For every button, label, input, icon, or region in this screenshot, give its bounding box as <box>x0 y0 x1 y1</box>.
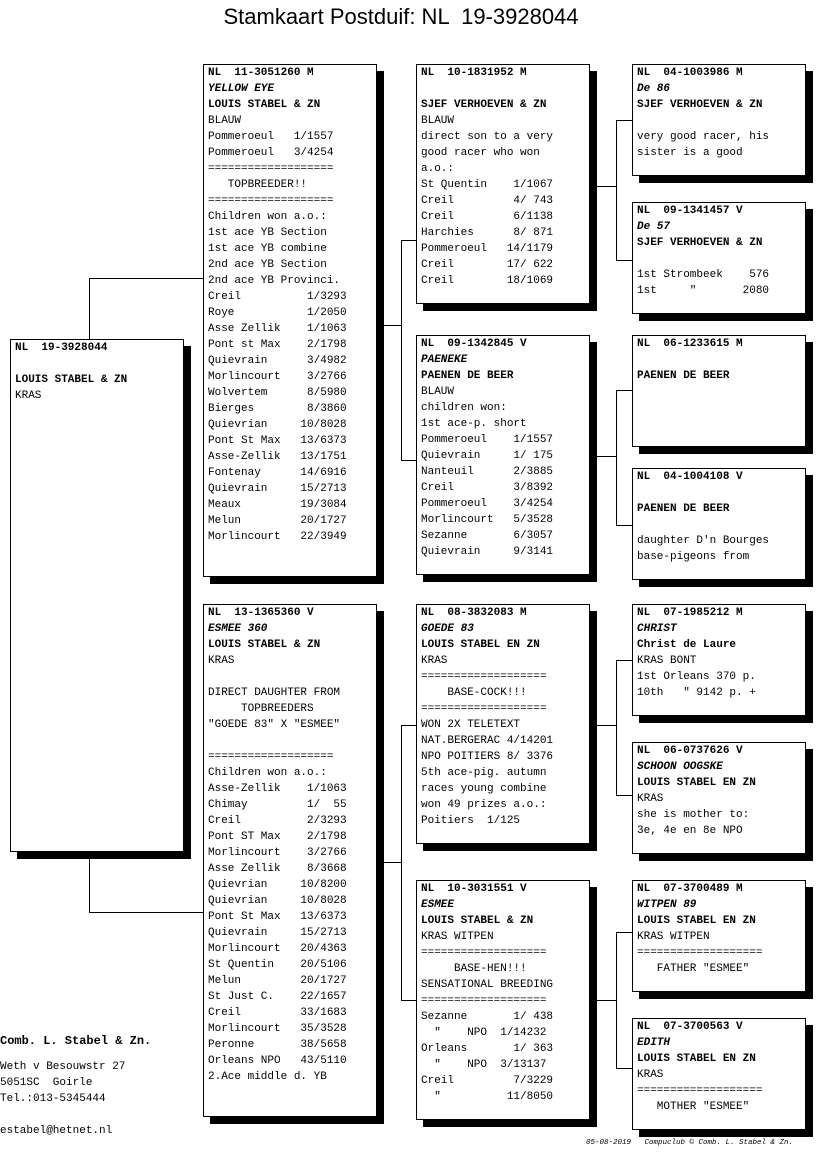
ring-number: NL 19-3928044 <box>15 342 108 354</box>
detail-line: 1st " 2080 <box>637 285 770 297</box>
detail-line: =================== <box>208 195 334 207</box>
detail-line: Pont St Max 13/6373 <box>208 435 347 447</box>
dam-card <box>203 604 377 1117</box>
detail-line: direct son to a very <box>421 131 554 143</box>
detail-line: Pommeroeul 3/4254 <box>421 498 554 510</box>
ring-number: NL 11-3051260 M <box>208 67 314 79</box>
connector-line <box>89 278 90 340</box>
pigeon-name: EDITH <box>637 1037 671 1049</box>
detail-line: 5th ace-pig. autumn <box>421 767 547 779</box>
detail-line: Roye 1/2050 <box>208 307 347 319</box>
detail-line: 1st ace YB Section <box>208 227 327 239</box>
sire-sire-dam-card <box>632 202 806 314</box>
connector-line <box>616 932 632 933</box>
owner-email: estabel@hetnet.nl <box>0 1125 113 1137</box>
ring-number: NL 10-1831952 M <box>421 67 527 79</box>
connector-line <box>596 186 616 187</box>
detail-line: Orleans NPO 43/5110 <box>208 1055 347 1067</box>
connector-line <box>616 660 632 661</box>
detail-line <box>637 113 801 129</box>
detail-line: " NPO 1/14232 <box>421 1027 547 1039</box>
pigeon-name: YELLOW EYE <box>208 83 275 95</box>
detail-line: 1st Orleans 370 p. <box>637 671 756 683</box>
connector-line <box>384 862 401 863</box>
connector-line <box>616 120 617 260</box>
detail-line: KRAS <box>208 655 235 667</box>
detail-line: Morlincourt 3/2766 <box>208 847 347 859</box>
detail-line: KRAS <box>421 655 448 667</box>
subject-pigeon-card <box>10 339 184 852</box>
connector-line <box>616 120 632 121</box>
pigeon-name: PAENEKE <box>421 354 468 366</box>
detail-line: Pommeroeul 1/1557 <box>208 131 334 143</box>
detail-line: =================== <box>637 1085 763 1097</box>
detail-line: Pommeroeul 14/1179 <box>421 243 554 255</box>
detail-line: Quievrian 10/8028 <box>208 419 347 431</box>
ring-number: NL 07-3700489 M <box>637 883 743 895</box>
detail-line: SENSATIONAL BREEDING <box>421 979 554 991</box>
detail-line: Creil 33/1683 <box>208 1007 347 1019</box>
connector-line <box>401 725 416 726</box>
pigeon-name: GOEDE 83 <box>421 623 474 635</box>
breeder-name: LOUIS STABEL & ZN <box>208 639 321 651</box>
detail-line: Asse-Zellik 13/1751 <box>208 451 347 463</box>
connector-line <box>401 240 402 460</box>
detail-line: Quievrian 10/8028 <box>208 895 347 907</box>
detail-line: good racer who won <box>421 147 540 159</box>
pigeon-name: WITPEN 89 <box>637 899 697 911</box>
detail-line: 1st ace YB combine <box>208 243 327 255</box>
detail-line: KRAS <box>637 1069 664 1081</box>
connector-line <box>89 858 90 912</box>
detail-line: Meaux 19/3084 <box>208 499 347 511</box>
detail-line: BLAUW <box>208 115 242 127</box>
detail-line: " NPO 3/13137 <box>421 1059 547 1071</box>
detail-line: Asse Zellik 8/3668 <box>208 863 347 875</box>
detail-line: 2nd ace YB Provinci. <box>208 275 341 287</box>
sire-dam-dam-card <box>632 468 806 580</box>
detail-line: DIRECT DAUGHTER FROM <box>208 687 341 699</box>
ring-number: NL 06-0737626 V <box>637 745 743 757</box>
detail-line: Quievrain 1/ 175 <box>421 450 554 462</box>
pigeon-name <box>637 352 801 368</box>
detail-line: Quievrain 9/3141 <box>421 546 554 558</box>
detail-line: Morlincourt 3/2766 <box>208 371 347 383</box>
dam-dam-card <box>416 880 590 1120</box>
detail-line: Melun 20/1727 <box>208 515 347 527</box>
pigeon-name <box>15 356 179 372</box>
detail-line: Creil 1/3293 <box>208 291 347 303</box>
sire-sire-sire-card <box>632 64 806 176</box>
pigeon-name: SCHOON OOGSKE <box>637 761 723 773</box>
detail-line: =================== <box>421 671 547 683</box>
detail-line: Morlincourt 22/3949 <box>208 531 347 543</box>
connector-line <box>616 795 632 796</box>
ring-number: NL 04-1003986 M <box>637 67 743 79</box>
detail-line: Asse Zellik 1/1063 <box>208 323 347 335</box>
detail-line: 3e, 4e en 8e NPO <box>637 825 743 837</box>
detail-line <box>208 733 372 749</box>
detail-line: KRAS <box>15 390 42 402</box>
detail-line: " 11/8050 <box>421 1091 554 1103</box>
detail-line: Pommeroeul 1/1557 <box>421 434 554 446</box>
connector-line <box>401 240 416 241</box>
pigeon-name: CHRIST <box>637 623 677 635</box>
ring-number: NL 13-1365360 V <box>208 607 314 619</box>
detail-line: NAT.BERGERAC 4/14201 <box>421 735 554 747</box>
connector-line <box>616 1068 632 1069</box>
ring-number: NL 04-1004108 V <box>637 471 743 483</box>
detail-line: Morlincourt 20/4363 <box>208 943 347 955</box>
detail-line: Harchies 8/ 871 <box>421 227 554 239</box>
pigeon-name: De 57 <box>637 221 671 233</box>
breeder-name: LOUIS STABEL EN ZN <box>637 915 756 927</box>
breeder-name: PAENEN DE BEER <box>421 370 514 382</box>
detail-line: KRAS WITPEN <box>637 931 710 943</box>
detail-line: she is mother to: <box>637 809 750 821</box>
detail-line: Creil 17/ 622 <box>421 259 554 271</box>
detail-line: BLAUW <box>421 386 455 398</box>
detail-line: WON 2X TELETEXT <box>421 719 521 731</box>
detail-line: sister is a good <box>637 147 743 159</box>
detail-line: Creil 3/8392 <box>421 482 554 494</box>
pigeon-name: ESMEE 360 <box>208 623 268 635</box>
detail-line: races young combine <box>421 783 547 795</box>
owner-street: Weth v Besouwstr 27 <box>0 1061 126 1073</box>
connector-line <box>89 912 204 913</box>
pigeon-name: De 86 <box>637 83 671 95</box>
detail-line: St Just C. 22/1657 <box>208 991 347 1003</box>
detail-line: KRAS WITPEN <box>421 931 494 943</box>
breeder-name: LOUIS STABEL & ZN <box>421 915 534 927</box>
detail-line: Sezanne 6/3057 <box>421 530 554 542</box>
detail-line: Creil 18/1069 <box>421 275 554 287</box>
detail-line: Quievrain 15/2713 <box>208 483 347 495</box>
dam-sire-dam-card <box>632 742 806 854</box>
breeder-name: LOUIS STABEL & ZN <box>208 99 321 111</box>
detail-line: =================== <box>421 947 547 959</box>
connector-line <box>616 390 632 391</box>
dam-sire-card <box>416 604 590 844</box>
detail-line: Wolvertem 8/5980 <box>208 387 347 399</box>
detail-line <box>637 517 801 533</box>
breeder-name: SJEF VERHOEVEN & ZN <box>637 99 763 111</box>
detail-line: very good racer, his <box>637 131 770 143</box>
detail-line <box>208 669 372 685</box>
detail-line: NPO POITIERS 8/ 3376 <box>421 751 554 763</box>
owner-name: Comb. L. Stabel & Zn. <box>0 1034 152 1048</box>
pigeon-name <box>421 81 585 97</box>
detail-line: TOPBREEDER!! <box>208 179 308 191</box>
connector-line <box>596 1000 616 1001</box>
detail-line: 1st Strombeek 576 <box>637 269 770 281</box>
detail-line: BASE-COCK!!! <box>421 687 527 699</box>
detail-line: Peronne 38/5658 <box>208 1039 347 1051</box>
detail-line: =================== <box>208 163 334 175</box>
detail-line: MOTHER "ESMEE" <box>637 1101 750 1113</box>
breeder-name: PAENEN DE BEER <box>637 503 730 515</box>
detail-line: 2nd ace YB Section <box>208 259 327 271</box>
detail-line: Morlincourt 35/3528 <box>208 1023 347 1035</box>
detail-line: Quievrain 15/2713 <box>208 927 347 939</box>
pigeon-name <box>637 485 801 501</box>
dam-dam-sire-card <box>632 880 806 992</box>
breeder-name: LOUIS STABEL EN ZN <box>637 777 756 789</box>
detail-line: Creil 6/1138 <box>421 211 554 223</box>
detail-line: Creil 2/3293 <box>208 815 347 827</box>
detail-line: =================== <box>421 995 547 1007</box>
detail-line: Orleans 1/ 363 <box>421 1043 554 1055</box>
pigeon-name: ESMEE <box>421 899 455 911</box>
connector-line <box>401 460 416 461</box>
detail-line: =================== <box>208 751 334 763</box>
page-title: Stamkaart Postduif: NL 19-3928044 <box>223 4 579 29</box>
connector-line <box>616 932 617 1068</box>
detail-line: Quievrian 10/8200 <box>208 879 347 891</box>
breeder-name: SJEF VERHOEVEN & ZN <box>421 99 547 111</box>
detail-line: 10th " 9142 p. + <box>637 687 756 699</box>
detail-line: =================== <box>637 947 763 959</box>
detail-line: Asse-Zellik 1/1063 <box>208 783 347 795</box>
detail-line: Pont st Max 2/1798 <box>208 339 347 351</box>
connector-line <box>384 325 401 326</box>
breeder-name: PAENEN DE BEER <box>637 370 730 382</box>
detail-line <box>637 251 801 267</box>
ring-number: NL 09-1342845 V <box>421 338 527 350</box>
detail-line: FATHER "ESMEE" <box>637 963 750 975</box>
detail-line: Chimay 1/ 55 <box>208 799 347 811</box>
detail-line: Bierges 8/3860 <box>208 403 347 415</box>
detail-line: BASE-HEN!!! <box>421 963 527 975</box>
detail-line: won 49 prizes a.o.: <box>421 799 547 811</box>
ring-number: NL 07-1985212 M <box>637 607 743 619</box>
sire-dam-sire-card <box>632 335 806 447</box>
dam-dam-dam-card <box>632 1018 806 1130</box>
connector-line <box>401 725 402 1000</box>
connector-line <box>89 278 204 279</box>
owner-city: 5051SC Goirle <box>0 1077 93 1089</box>
breeder-name: LOUIS STABEL EN ZN <box>421 639 540 651</box>
connector-line <box>616 660 617 795</box>
detail-line: "GOEDE 83" X "ESMEE" <box>208 719 341 731</box>
detail-line: 2.Ace middle d. YB <box>208 1071 327 1083</box>
connector-line <box>616 525 632 526</box>
connector-line <box>616 390 617 525</box>
detail-line: Children won a.o.: <box>208 211 327 223</box>
connector-line <box>596 725 616 726</box>
breeder-name: SJEF VERHOEVEN & ZN <box>637 237 763 249</box>
detail-line: Sezanne 1/ 438 <box>421 1011 554 1023</box>
ring-number: NL 09-1341457 V <box>637 205 743 217</box>
detail-line: St Quentin 20/5106 <box>208 959 347 971</box>
detail-line: 1st ace-p. short <box>421 418 527 430</box>
connector-line <box>616 260 632 261</box>
detail-line: St Quentin 1/1067 <box>421 179 554 191</box>
detail-line: Pont ST Max 2/1798 <box>208 831 347 843</box>
owner-phone: Tel.:013-5345444 <box>0 1093 106 1105</box>
detail-line: Creil 7/3229 <box>421 1075 554 1087</box>
detail-line: Creil 4/ 743 <box>421 195 554 207</box>
detail-line: a.o.: <box>421 163 455 175</box>
detail-line: =================== <box>421 703 547 715</box>
detail-line: Pommeroeul 3/4254 <box>208 147 334 159</box>
detail-line: children won: <box>421 402 507 414</box>
detail-line: Pont St Max 13/6373 <box>208 911 347 923</box>
ring-number: NL 08-3832083 M <box>421 607 527 619</box>
breeder-name: LOUIS STABEL EN ZN <box>637 1053 756 1065</box>
detail-line: Fontenay 14/6916 <box>208 467 347 479</box>
detail-line: TOPBREEDERS <box>208 703 314 715</box>
breeder-name: LOUIS STABEL & ZN <box>15 374 128 386</box>
dam-sire-sire-card <box>632 604 806 716</box>
detail-line: Poitiers 1/125 <box>421 815 521 827</box>
detail-line: Nanteuil 2/3885 <box>421 466 554 478</box>
detail-line: Children won a.o.: <box>208 767 327 779</box>
footer-credit: 05-08-2019 Compuclub © Comb. L. Stabel & Zn. <box>586 1139 794 1147</box>
detail-line: base-pigeons from <box>637 551 750 563</box>
ring-number: NL 06-1233615 M <box>637 338 743 350</box>
ring-number: NL 10-3031551 V <box>421 883 527 895</box>
ring-number: NL 07-3700563 V <box>637 1021 743 1033</box>
detail-line: Quievrain 3/4982 <box>208 355 347 367</box>
detail-line: BLAUW <box>421 115 455 127</box>
detail-line: daughter D'n Bourges <box>637 535 770 547</box>
connector-line <box>401 1000 416 1001</box>
breeder-name: Christ de Laure <box>637 639 737 651</box>
connector-line <box>596 456 616 457</box>
sire-sire-card <box>416 64 590 304</box>
detail-line: KRAS BONT <box>637 655 697 667</box>
sire-card <box>203 64 377 577</box>
detail-line: Melun 20/1727 <box>208 975 347 987</box>
detail-line: Morlincourt 5/3528 <box>421 514 554 526</box>
detail-line: KRAS <box>637 793 664 805</box>
sire-dam-card <box>416 335 590 575</box>
